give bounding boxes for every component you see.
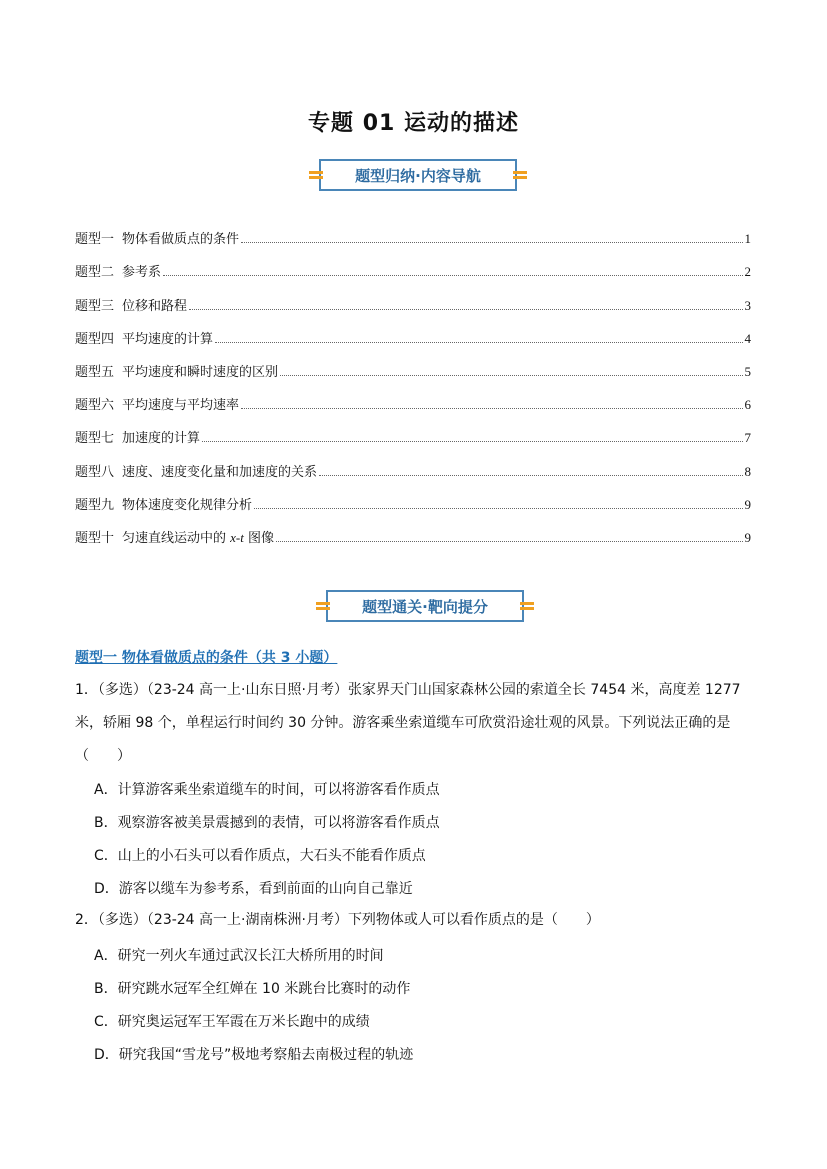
toc-leader: [215, 342, 742, 343]
document-title: 专题 01 运动的描述: [308, 111, 519, 136]
banner-right-ornament-icon: [520, 600, 534, 612]
toc-banner-label: 题型归纳·内容导航: [319, 159, 517, 191]
toc-leader: [189, 309, 742, 310]
toc-leader: [280, 375, 742, 376]
toc-page-number: 3: [744, 297, 751, 313]
question-1-line-3: （ ）: [75, 748, 131, 764]
toc-entry[interactable]: 题型七 加速度的计算 7: [75, 430, 751, 447]
toc-page-number: 9: [744, 496, 751, 512]
toc-page-number: 1: [744, 231, 751, 247]
toc-leader: [254, 508, 742, 509]
toc-leader: [202, 441, 742, 442]
toc-page-number: 4: [744, 330, 751, 346]
toc-leader: [276, 541, 742, 542]
question-2-option-d: D．研究我国“雪龙号”极地考察船去南极过程的轨迹: [94, 1047, 414, 1063]
banner-right-ornament-icon: [513, 169, 527, 181]
question-1-line-1: 1．（多选）（23-24 高一上·山东日照·月考）张家界天门山国家森林公园的索道全长 7454 米，高度差 1277: [75, 682, 741, 698]
practice-banner: [316, 588, 534, 624]
toc-page-number: 9: [744, 529, 751, 545]
toc-banner: [309, 157, 527, 193]
question-1-line-2: 米，轿厢 98 个，单程运行时间约 30 分钟。游客乘坐索道缆车可欣赏沿途壮观的风景。下列说法正确的是: [75, 715, 731, 731]
banner-left-ornament-icon: [316, 600, 330, 612]
toc-page-number: 6: [744, 397, 751, 413]
toc-entry[interactable]: 题型八 速度、速度变化量和加速度的关系 8: [75, 463, 751, 480]
toc-entry[interactable]: 题型二 参考系 2: [75, 264, 751, 281]
toc-entry[interactable]: 题型一 物体看做质点的条件 1: [75, 231, 751, 248]
question-2-option-b: B．研究跳水冠军全红婵在 10 米跳台比赛时的动作: [94, 981, 411, 997]
toc-entry[interactable]: 题型三 位移和路程 3: [75, 297, 751, 314]
section-heading-1[interactable]: 题型一 物体看做质点的条件（共 3 小题）: [75, 650, 338, 666]
toc-page-number: 2: [744, 264, 751, 280]
table-of-contents: [75, 214, 751, 546]
toc-leader: [241, 242, 742, 243]
toc-entry[interactable]: 题型六 平均速度与平均速率 6: [75, 397, 751, 414]
toc-leader: [241, 408, 742, 409]
toc-entry[interactable]: 题型九 物体速度变化规律分析 9: [75, 496, 751, 513]
banner-left-ornament-icon: [309, 169, 323, 181]
toc-page-number: 5: [744, 363, 751, 379]
question-2-option-c: C．研究奥运冠军王军霞在万米长跑中的成绩: [94, 1014, 370, 1030]
question-1-option-d: D．游客以缆车为参考系，看到前面的山向自己靠近: [94, 881, 413, 897]
question-2-option-a: A．研究一列火车通过武汉长江大桥所用的时间: [94, 948, 384, 964]
toc-page-number: 7: [744, 430, 751, 446]
question-2: [75, 904, 755, 937]
question-1-option-a: A．计算游客乘坐索道缆车的时间，可以将游客看作质点: [94, 782, 440, 798]
question-1-option-c: C．山上的小石头可以看作质点，大石头不能看作质点: [94, 848, 426, 864]
toc-entry[interactable]: 题型十 匀速直线运动中的 x-t 图像 9: [75, 529, 751, 546]
toc-leader: [319, 475, 742, 476]
toc-entry[interactable]: 题型四 平均速度的计算 4: [75, 330, 751, 347]
question-2-line-1: 2．（多选）（23-24 高一上·湖南株洲·月考）下列物体或人可以看作质点的是（ ）: [75, 912, 600, 928]
question-1: [75, 674, 755, 773]
practice-banner-label: 题型通关·靶向提分: [326, 590, 524, 622]
question-1-option-b: B．观察游客被美景震撼到的表情，可以将游客看作质点: [94, 815, 440, 831]
toc-entry[interactable]: 题型五 平均速度和瞬时速度的区别 5: [75, 363, 751, 380]
toc-page-number: 8: [744, 463, 751, 479]
toc-leader: [163, 275, 742, 276]
